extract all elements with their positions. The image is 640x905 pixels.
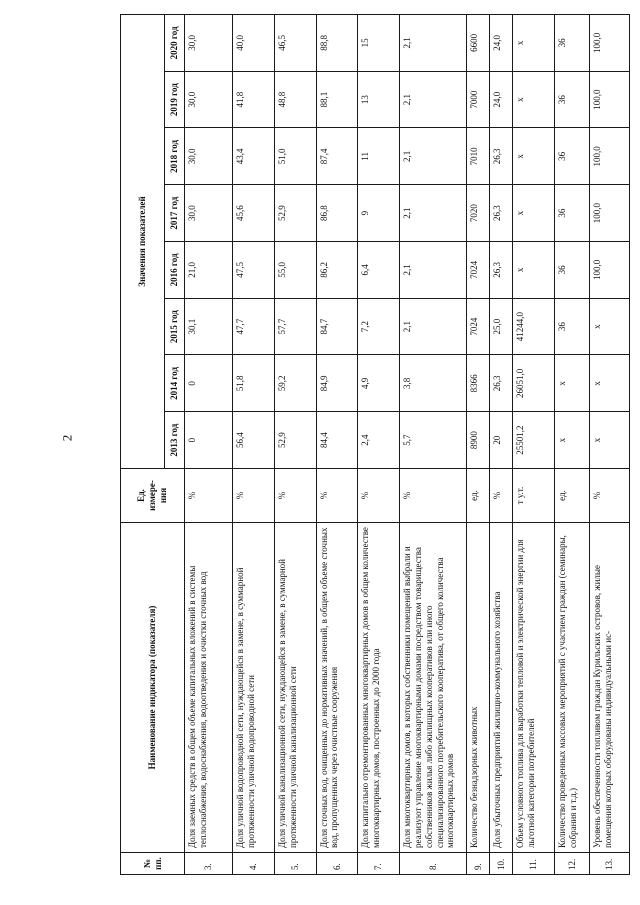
value-cell: х — [512, 71, 554, 128]
value-cell: 36 — [554, 71, 590, 128]
value-cell: 84,7 — [316, 298, 358, 355]
value-cell: 36 — [554, 128, 590, 185]
row-number: 12. — [554, 853, 590, 875]
unit-cell: % — [590, 469, 630, 523]
value-cell: 4,9 — [358, 355, 400, 412]
table-row — [274, 14, 316, 874]
unit-cell: т у.т. — [512, 469, 554, 523]
value-cell: 8900 — [467, 412, 490, 469]
header-year: 2015 год — [165, 298, 185, 355]
value-cell: 20 — [489, 412, 512, 469]
header-year: 2019 год — [165, 71, 185, 128]
unit-cell: % — [358, 469, 400, 523]
value-cell: 2,1 — [400, 14, 467, 71]
row-number: 11. — [512, 853, 554, 875]
value-cell: х — [554, 355, 590, 412]
value-cell: 88,8 — [316, 14, 358, 71]
value-cell: х — [512, 242, 554, 299]
value-cell: 0 — [185, 412, 233, 469]
header-year: 2014 год — [165, 355, 185, 412]
row-number: 9. — [467, 853, 490, 875]
value-cell: 51,0 — [274, 128, 316, 185]
header-year: 2016 год — [165, 242, 185, 299]
table-row — [489, 14, 512, 874]
indicators-table — [120, 14, 630, 875]
unit-cell: ед. — [467, 469, 490, 523]
value-cell: 25,0 — [489, 298, 512, 355]
page-number: 2 — [59, 434, 75, 442]
indicator-name: Уровень обеспеченности топливом граждан Курильских островов, жилые помещения которых оборудованы индивидуальными ис- — [590, 523, 630, 853]
value-cell: 30,0 — [185, 14, 233, 71]
value-cell: 48,8 — [274, 71, 316, 128]
row-number: 10. — [489, 853, 512, 875]
value-cell: 2,1 — [400, 185, 467, 242]
value-cell: 11 — [358, 128, 400, 185]
indicator-name: Доля капитально отремонтированных многоквартирных домов в общем количестве многоквартирных домов, построенных до 2000 года — [358, 523, 400, 853]
value-cell: 6600 — [467, 14, 490, 71]
value-cell: 84,4 — [316, 412, 358, 469]
indicator-name: Количество безнадзорных животных — [467, 523, 490, 853]
header-year: 2020 год — [165, 14, 185, 71]
value-cell: х — [512, 185, 554, 242]
value-cell: 36 — [554, 242, 590, 299]
value-cell: 43,4 — [233, 128, 275, 185]
value-cell: 26051,0 — [512, 355, 554, 412]
value-cell: 2,1 — [400, 71, 467, 128]
value-cell: 47,7 — [233, 298, 275, 355]
indicator-name: Количество проведенных массовых мероприятий с участием граждан (семинары, собрания и т.д.) — [554, 523, 590, 853]
value-cell: 26,3 — [489, 185, 512, 242]
indicator-name: Доля уличной канализационной сети, нуждающейся в замене, в суммарной протяженности уличной канализационной сети — [274, 523, 316, 853]
table-row — [467, 14, 490, 874]
value-cell: 7020 — [467, 185, 490, 242]
value-cell: 47,5 — [233, 242, 275, 299]
value-cell: 30,0 — [185, 185, 233, 242]
value-cell: 87,4 — [316, 128, 358, 185]
value-cell: 2,1 — [400, 242, 467, 299]
value-cell: 100,0 — [590, 128, 630, 185]
value-cell: 55,0 — [274, 242, 316, 299]
value-cell: 46,5 — [274, 14, 316, 71]
value-cell: х — [590, 298, 630, 355]
header-name: Наименование индикатора (показателя) — [121, 523, 185, 853]
header-unit: Ед. измере-ния — [121, 469, 185, 523]
value-cell: 86,8 — [316, 185, 358, 242]
value-cell: 36 — [554, 185, 590, 242]
indicator-name: Объем условного топлива для выработки тепловой и электрической энергии для льготной категории потребителей — [512, 523, 554, 853]
value-cell: 40,0 — [233, 14, 275, 71]
table-row — [400, 14, 467, 874]
value-cell: 41244,0 — [512, 298, 554, 355]
header-year: 2017 год — [165, 185, 185, 242]
table-row — [233, 14, 275, 874]
table-row — [185, 14, 233, 874]
header-year: 2013 год — [165, 412, 185, 469]
header-year: 2018 год — [165, 128, 185, 185]
row-number: 7. — [358, 853, 400, 875]
unit-cell: % — [233, 469, 275, 523]
value-cell: 7,2 — [358, 298, 400, 355]
value-cell: 26,3 — [489, 242, 512, 299]
value-cell: 15 — [358, 14, 400, 71]
table-body — [185, 14, 630, 874]
value-cell: х — [512, 14, 554, 71]
header-num: № пп. — [121, 853, 185, 875]
row-number: 13. — [590, 853, 630, 875]
value-cell: 6,4 — [358, 242, 400, 299]
value-cell: х — [590, 412, 630, 469]
value-cell: 88,1 — [316, 71, 358, 128]
value-cell: 5,7 — [400, 412, 467, 469]
value-cell: 7000 — [467, 71, 490, 128]
value-cell: 25501,2 — [512, 412, 554, 469]
value-cell: 45,6 — [233, 185, 275, 242]
value-cell: 84,9 — [316, 355, 358, 412]
header-values-group: Значения показателей — [121, 14, 165, 468]
unit-cell: % — [489, 469, 512, 523]
value-cell: 2,1 — [400, 298, 467, 355]
unit-cell: % — [316, 469, 358, 523]
value-cell: 57,7 — [274, 298, 316, 355]
unit-cell: % — [400, 469, 467, 523]
value-cell: 2,1 — [400, 128, 467, 185]
table-row — [512, 14, 554, 874]
value-cell: 36 — [554, 298, 590, 355]
value-cell: 51,8 — [233, 355, 275, 412]
value-cell: 3,8 — [400, 355, 467, 412]
value-cell: х — [512, 128, 554, 185]
value-cell: 24,0 — [489, 71, 512, 128]
value-cell: 8366 — [467, 355, 490, 412]
row-number: 6. — [316, 853, 358, 875]
value-cell: 26,3 — [489, 128, 512, 185]
value-cell: 0 — [185, 355, 233, 412]
value-cell: 30,0 — [185, 128, 233, 185]
unit-cell: % — [274, 469, 316, 523]
value-cell: 86,2 — [316, 242, 358, 299]
row-number: 8. — [400, 853, 467, 875]
value-cell: 2,4 — [358, 412, 400, 469]
value-cell: 52,9 — [274, 412, 316, 469]
value-cell: 59,2 — [274, 355, 316, 412]
indicator-name: Доля сточных вод, очищенных до нормативных значений, в общем объеме сточных вод, пропущенных через очистные сооружения — [316, 523, 358, 853]
table-row — [316, 14, 358, 874]
value-cell: 21,0 — [185, 242, 233, 299]
row-number: 3. — [185, 853, 233, 875]
value-cell: 26,3 — [489, 355, 512, 412]
indicator-name: Доля заемных средств в общем объеме капитальных вложений в системы теплоснабжения, водоснабжения, водоотведения и очистки сточных вод — [185, 523, 233, 853]
value-cell: 52,9 — [274, 185, 316, 242]
value-cell: 41,8 — [233, 71, 275, 128]
value-cell: 7024 — [467, 298, 490, 355]
row-number: 4. — [233, 853, 275, 875]
row-number: 5. — [274, 853, 316, 875]
table-row — [590, 14, 630, 874]
unit-cell: ед. — [554, 469, 590, 523]
value-cell: 100,0 — [590, 242, 630, 299]
value-cell: 30,1 — [185, 298, 233, 355]
indicator-name: Доля убыточных предприятий жилищно-коммунального хозяйства — [489, 523, 512, 853]
value-cell: 7024 — [467, 242, 490, 299]
value-cell: 56,4 — [233, 412, 275, 469]
value-cell: 30,0 — [185, 71, 233, 128]
value-cell: х — [554, 412, 590, 469]
indicator-name: Доля уличной водопроводной сети, нуждающейся в замене, в суммарной протяженности уличной водопроводной сети — [233, 523, 275, 853]
value-cell: х — [590, 355, 630, 412]
value-cell: 100,0 — [590, 185, 630, 242]
table-row — [358, 14, 400, 874]
value-cell: 13 — [358, 71, 400, 128]
value-cell: 36 — [554, 14, 590, 71]
value-cell: 9 — [358, 185, 400, 242]
rotated-table-wrapper — [120, 15, 630, 875]
indicator-name: Доля многоквартирных домов, в которых собственники помещений выбрали и реализуют управление многоквартирными домами посредством товарищества собственников жилья либо жилищных кооперативов или иного специализированного потребительского кооператива, от общего количества многоквартирных домов — [400, 523, 467, 853]
value-cell: 7010 — [467, 128, 490, 185]
unit-cell: % — [185, 469, 233, 523]
value-cell: 24,0 — [489, 14, 512, 71]
value-cell: 100,0 — [590, 71, 630, 128]
value-cell: 100,0 — [590, 14, 630, 71]
table-row — [554, 14, 590, 874]
